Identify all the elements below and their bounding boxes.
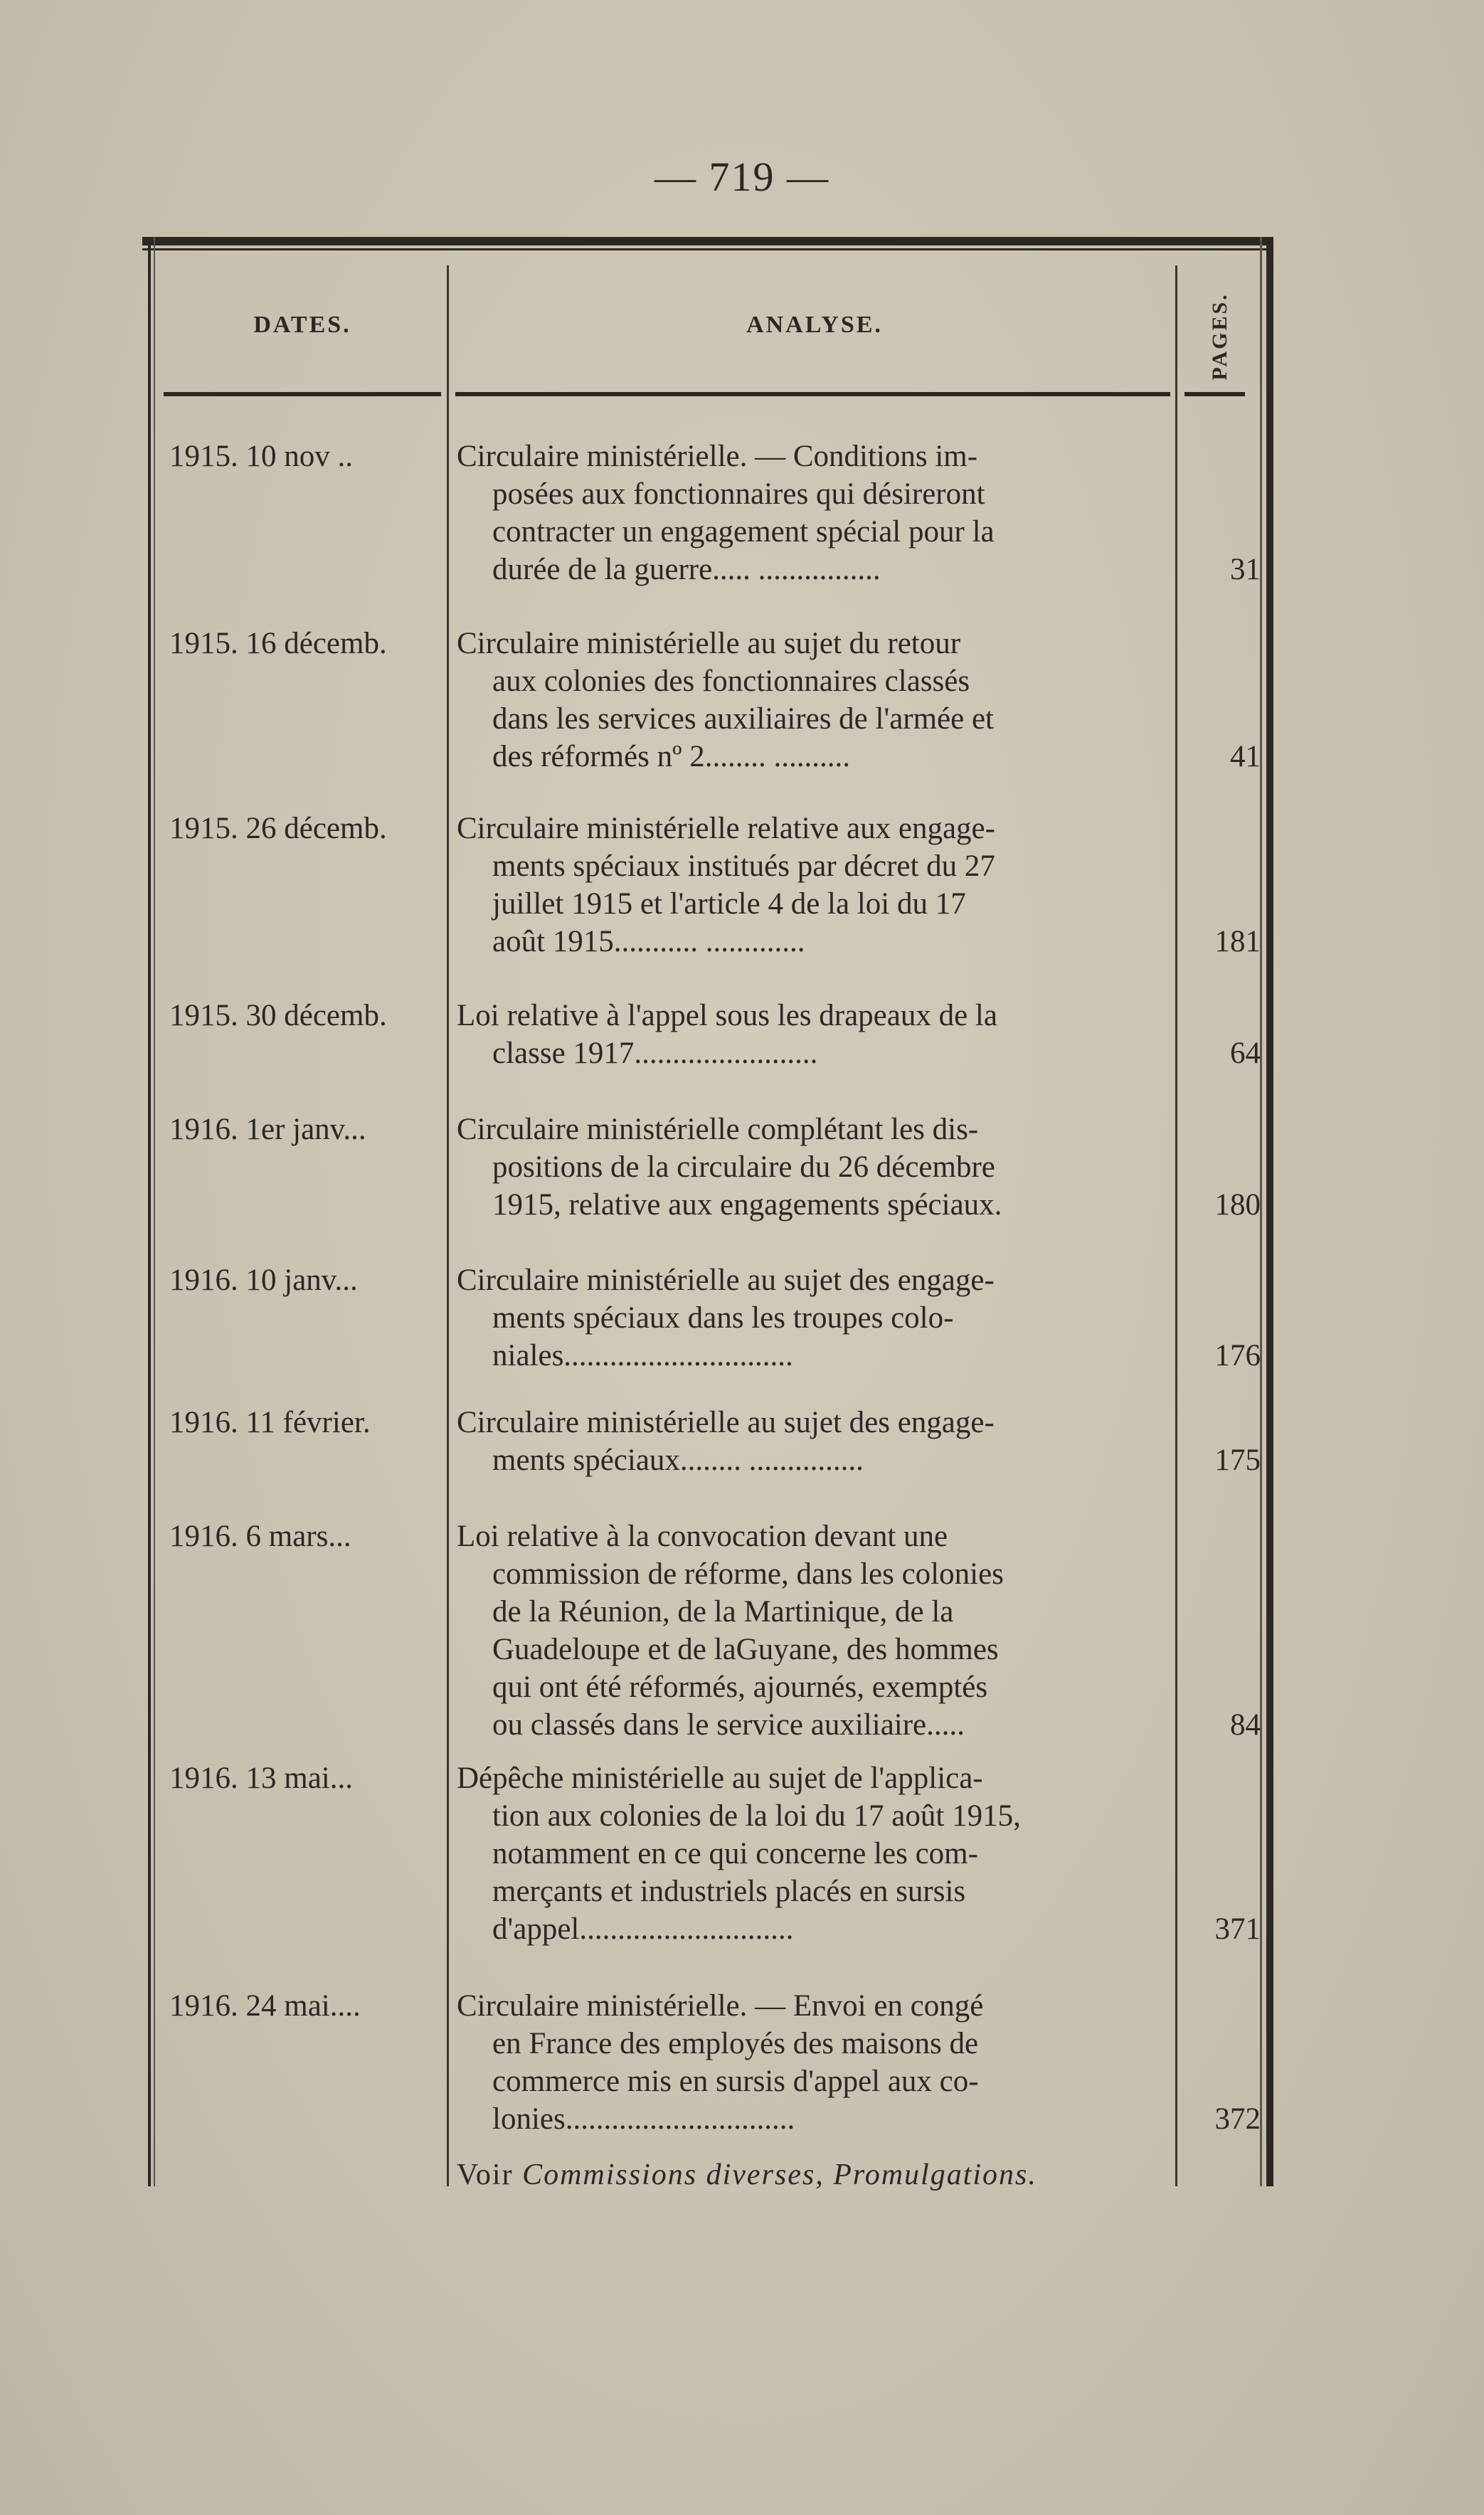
entry-date: 1915. 16 décemb. <box>169 627 387 660</box>
entry-analysis <box>457 438 1167 588</box>
entry-date: 1916. 13 mai... <box>169 1762 353 1795</box>
analysis-line: merçants et industriels placés en sursis <box>492 1875 966 1908</box>
see-also-references: Commissions diverses, Promulgations. <box>522 2159 1037 2191</box>
analysis-line: durée de la guerre..... ................ <box>492 553 881 586</box>
header-dates: DATES. <box>253 312 351 338</box>
analysis-line: d'appel............................ <box>492 1912 794 1946</box>
entry-page-number: 372 <box>1214 2102 1261 2136</box>
analysis-line: Circulaire ministérielle. — Conditions im- <box>457 440 978 473</box>
table-top-border <box>142 237 1273 245</box>
analysis-line: niales.............................. <box>492 1339 793 1372</box>
entry-page-number: 176 <box>1214 1339 1261 1372</box>
page-number: — 719 — <box>654 154 830 200</box>
entry-analysis <box>457 1404 1167 1479</box>
analysis-line: Circulaire ministérielle au sujet du retour <box>457 627 961 660</box>
analysis-line: Loi relative à la convocation devant une <box>457 1520 948 1553</box>
entry-date: 1916. 11 février. <box>169 1406 371 1439</box>
entry-page-number: 371 <box>1214 1912 1261 1946</box>
analysis-line: des réformés nº 2........ .......... <box>492 740 850 773</box>
table-left-border <box>148 237 151 2186</box>
entry-analysis <box>457 997 1167 1072</box>
analysis-line: ments spéciaux dans les troupes colo- <box>492 1301 954 1335</box>
analysis-line: lonies.............................. <box>492 2102 795 2136</box>
analysis-line: contracter un engagement spécial pour la <box>492 515 995 549</box>
analysis-line: notamment en ce qui concerne les com- <box>492 1837 978 1870</box>
header-rule-dates <box>164 392 441 396</box>
analysis-line: commerce mis en sursis d'appel aux co- <box>492 2065 979 2098</box>
analysis-line: de la Réunion, de la Martinique, de la <box>492 1595 954 1629</box>
analysis-line: qui ont été réformés, ajournés, exemptés <box>492 1671 988 1704</box>
analysis-line: août 1915........... ............. <box>492 925 805 958</box>
header-pages <box>1199 280 1241 393</box>
header-rule-pages <box>1184 392 1245 396</box>
column-divider-pages <box>1175 265 1177 2186</box>
analysis-line: commission de réforme, dans les colonies <box>492 1557 1004 1591</box>
entry-analysis <box>457 1759 1167 1948</box>
entry-date: 1915. 30 décemb. <box>169 999 387 1032</box>
entry-date: 1915. 10 nov .. <box>169 440 353 473</box>
entry-page-number: 180 <box>1214 1188 1261 1222</box>
analysis-line: Loi relative à l'appel sous les drapeaux de la <box>457 999 997 1032</box>
analysis-line: classe 1917........................ <box>492 1037 818 1070</box>
analysis-line: 1915, relative aux engagements spéciaux. <box>492 1188 1002 1222</box>
entry-analysis <box>457 1987 1167 2138</box>
entry-page-number: 31 <box>1230 553 1261 586</box>
entry-analysis <box>457 1518 1167 1744</box>
entry-analysis <box>457 1261 1167 1375</box>
analysis-line: ou classés dans le service auxiliaire..... <box>492 1708 965 1742</box>
entry-page-number: 64 <box>1230 1037 1261 1070</box>
entry-analysis <box>457 1111 1167 1224</box>
table-left-border-inner <box>154 237 155 2186</box>
analysis-line: Circulaire ministérielle au sujet des engage- <box>457 1406 995 1439</box>
entry-page-number: 175 <box>1214 1444 1261 1477</box>
entry-analysis <box>457 625 1167 775</box>
analysis-line: ments spéciaux institués par décret du 27 <box>492 849 995 883</box>
analysis-line: Circulaire ministérielle. — Envoi en congé <box>457 1989 984 2023</box>
analysis-line: aux colonies des fonctionnaires classés <box>492 665 970 698</box>
header-analyse: ANALYSE. <box>746 312 883 338</box>
entry-date: 1916. 24 mai.... <box>169 1989 361 2023</box>
entry-date: 1916. 6 mars... <box>169 1520 351 1553</box>
table-top-border-inner <box>142 248 1273 250</box>
analysis-line: juillet 1915 et l'article 4 de la loi du 17 <box>492 887 966 921</box>
analysis-line: ments spéciaux........ ............... <box>492 1444 864 1477</box>
entry-page-number: 41 <box>1230 740 1261 773</box>
analysis-line: Circulaire ministérielle complétant les dis- <box>457 1113 979 1146</box>
entry-page-number: 84 <box>1230 1708 1261 1742</box>
table-right-border <box>1266 237 1273 2186</box>
analysis-line: Circulaire ministérielle relative aux engage- <box>457 812 995 845</box>
entry-analysis <box>457 810 1167 960</box>
entry-date: 1916. 10 janv... <box>169 1264 358 1297</box>
see-also-label: Voir <box>457 2159 514 2191</box>
analysis-line: Dépêche ministérielle au sujet de l'applica- <box>457 1762 983 1795</box>
entry-page-number: 181 <box>1214 925 1261 958</box>
analysis-line: posées aux fonctionnaires qui désireront <box>492 477 985 511</box>
analysis-line: positions de la circulaire du 26 décembre <box>492 1150 995 1184</box>
analysis-line: Circulaire ministérielle au sujet des engage- <box>457 1264 995 1297</box>
header-rule-analyse <box>455 392 1170 396</box>
index-table <box>142 237 1273 2191</box>
header-pages-label: PAGES. <box>1208 292 1231 381</box>
column-divider-dates <box>447 265 449 2186</box>
analysis-line: dans les services auxiliaires de l'armée et <box>492 702 995 736</box>
entry-date: 1915. 26 décemb. <box>169 812 387 845</box>
entry-date: 1916. 1er janv... <box>169 1113 366 1146</box>
see-also-note <box>457 2158 1037 2192</box>
analysis-line: tion aux colonies de la loi du 17 août 1915, <box>492 1799 1021 1833</box>
analysis-line: Guadeloupe et de laGuyane, des hommes <box>492 1633 999 1666</box>
analysis-line: en France des employés des maisons de <box>492 2027 979 2060</box>
